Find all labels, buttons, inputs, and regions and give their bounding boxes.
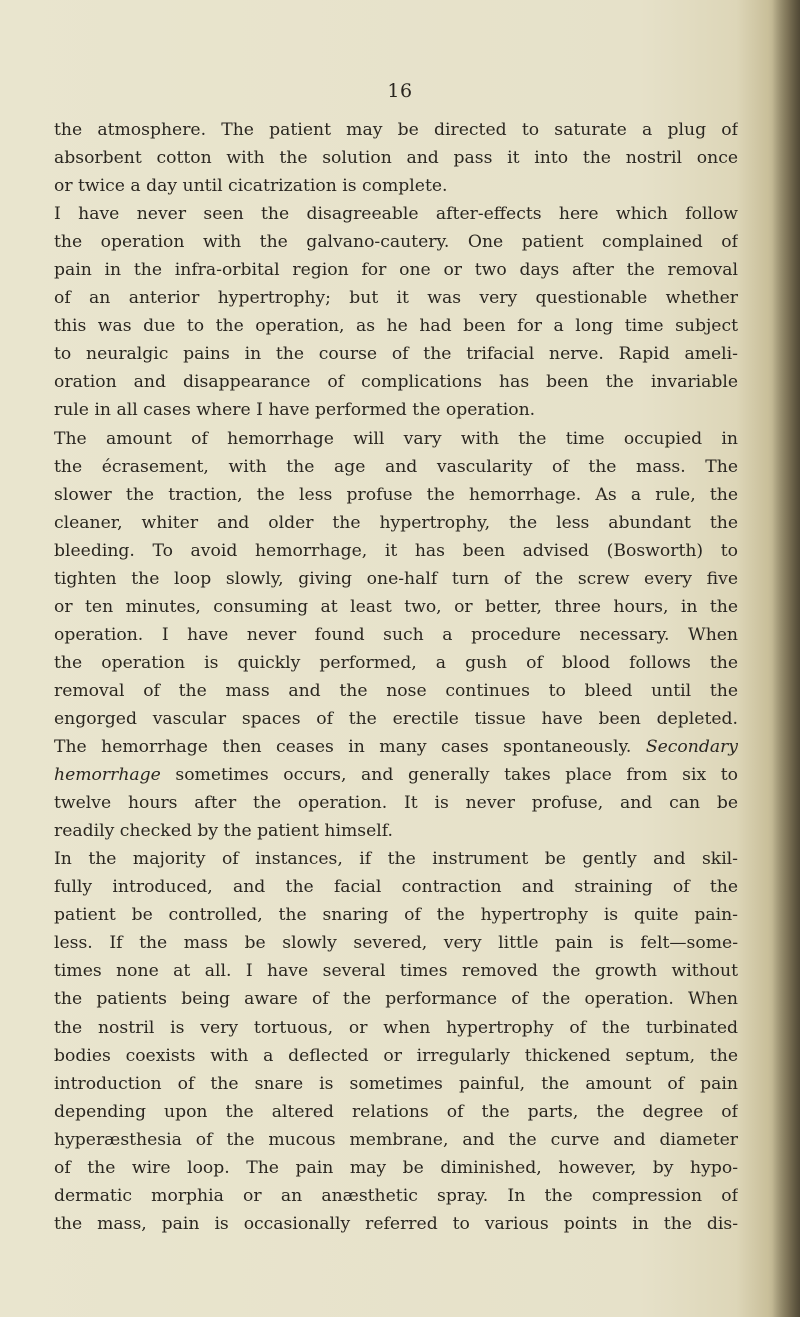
text-line: fully introduced, and the facial contraction and straining of the — [54, 877, 738, 898]
text-segment: The hemorrhage then ceases in many cases spontaneously. — [54, 737, 632, 758]
text-line: engorged vascular spaces of the erectile tissue have been depleted. — [54, 708, 738, 729]
text-line: absorbent cotton with the solution and pass it into the nostril once — [54, 148, 738, 169]
text-line: the écrasement, with the age and vascularity of the mass. The — [54, 456, 738, 477]
text-line: less. If the mass be slowly severed, very little pain is felt—some- — [54, 933, 738, 954]
page-number: 16 — [387, 80, 413, 102]
text-line: slower the traction, the less profuse the hemorrhage. As a rule, the — [54, 484, 738, 505]
text-line: readily checked by the patient himself. — [54, 821, 393, 842]
text-line: the operation is quickly performed, a gush of blood follows the — [54, 652, 738, 673]
text-line: oration and disappearance of complications has been the invariable — [54, 372, 738, 393]
text-line: In the majority of instances, if the instrument be gently and skil- — [54, 849, 738, 870]
text-line: depending upon the altered relations of the parts, the degree of — [54, 1101, 738, 1122]
text-line: operation. I have never found such a procedure necessary. When — [54, 624, 738, 645]
italic-term: hemorrhage — [54, 765, 161, 786]
text-segment: sometimes occurs, and generally takes place from six to — [175, 765, 738, 786]
text-line: dermatic morphia or an anæsthetic spray. In the compression of — [54, 1185, 738, 1206]
text-line: cleaner, whiter and older the hypertrophy, the less abundant the — [54, 512, 738, 533]
text-line: the nostril is very tortuous, or when hypertrophy of the turbinated — [54, 1017, 738, 1038]
text-line: of the wire loop. The pain may be diminished, however, by hypo- — [54, 1157, 738, 1178]
text-line: removal of the mass and the nose continues to bleed until the — [54, 680, 738, 701]
text-line: the patients being aware of the performance of the operation. When — [54, 989, 738, 1010]
text-line: pain in the infra-orbital region for one or two days after the removal — [54, 260, 738, 281]
text-line: bodies coexists with a deflected or irregularly thickened septum, the — [54, 1045, 738, 1066]
text-line: hyperæsthesia of the mucous membrane, and the curve and diameter — [54, 1129, 738, 1150]
page-edge-shadow — [772, 0, 800, 1317]
text-line-with-italic — [54, 733, 738, 761]
italic-term: Secondary — [645, 737, 738, 758]
body-text — [54, 116, 738, 1238]
text-line: rule in all cases where I have performed the operation. — [54, 400, 536, 421]
text-line-with-italic — [54, 761, 738, 789]
text-line: twelve hours after the operation. It is never profuse, and can be — [54, 793, 738, 814]
text-line: this was due to the operation, as he had been for a long time subject — [54, 316, 738, 337]
text-line: tighten the loop slowly, giving one-half turn of the screw every five — [54, 568, 738, 589]
text-line: times none at all. I have several times removed the growth without — [54, 961, 738, 982]
text-line: the operation with the galvano-cautery. One patient complained of — [54, 232, 738, 253]
text-line: of an anterior hypertrophy; but it was very questionable whether — [54, 288, 738, 309]
text-line: bleeding. To avoid hemorrhage, it has been advised (Bosworth) to — [54, 540, 738, 561]
text-line: or ten minutes, consuming at least two, or better, three hours, in the — [54, 596, 738, 617]
text-line: I have never seen the disagreeable after-effects here which follow — [54, 204, 738, 225]
text-line: The amount of hemorrhage will vary with the time occupied in — [54, 428, 738, 449]
text-line: the mass, pain is occasionally referred to various points in the dis- — [54, 1213, 738, 1234]
text-line: introduction of the snare is sometimes painful, the amount of pain — [54, 1073, 738, 1094]
text-line: patient be controlled, the snaring of the hypertrophy is quite pain- — [54, 905, 738, 926]
text-line: or twice a day until cicatrization is complete. — [54, 176, 448, 197]
text-line: to neuralgic pains in the course of the trifacial nerve. Rapid ameli- — [54, 344, 738, 365]
text-line: the atmosphere. The patient may be directed to saturate a plug of — [54, 120, 738, 140]
